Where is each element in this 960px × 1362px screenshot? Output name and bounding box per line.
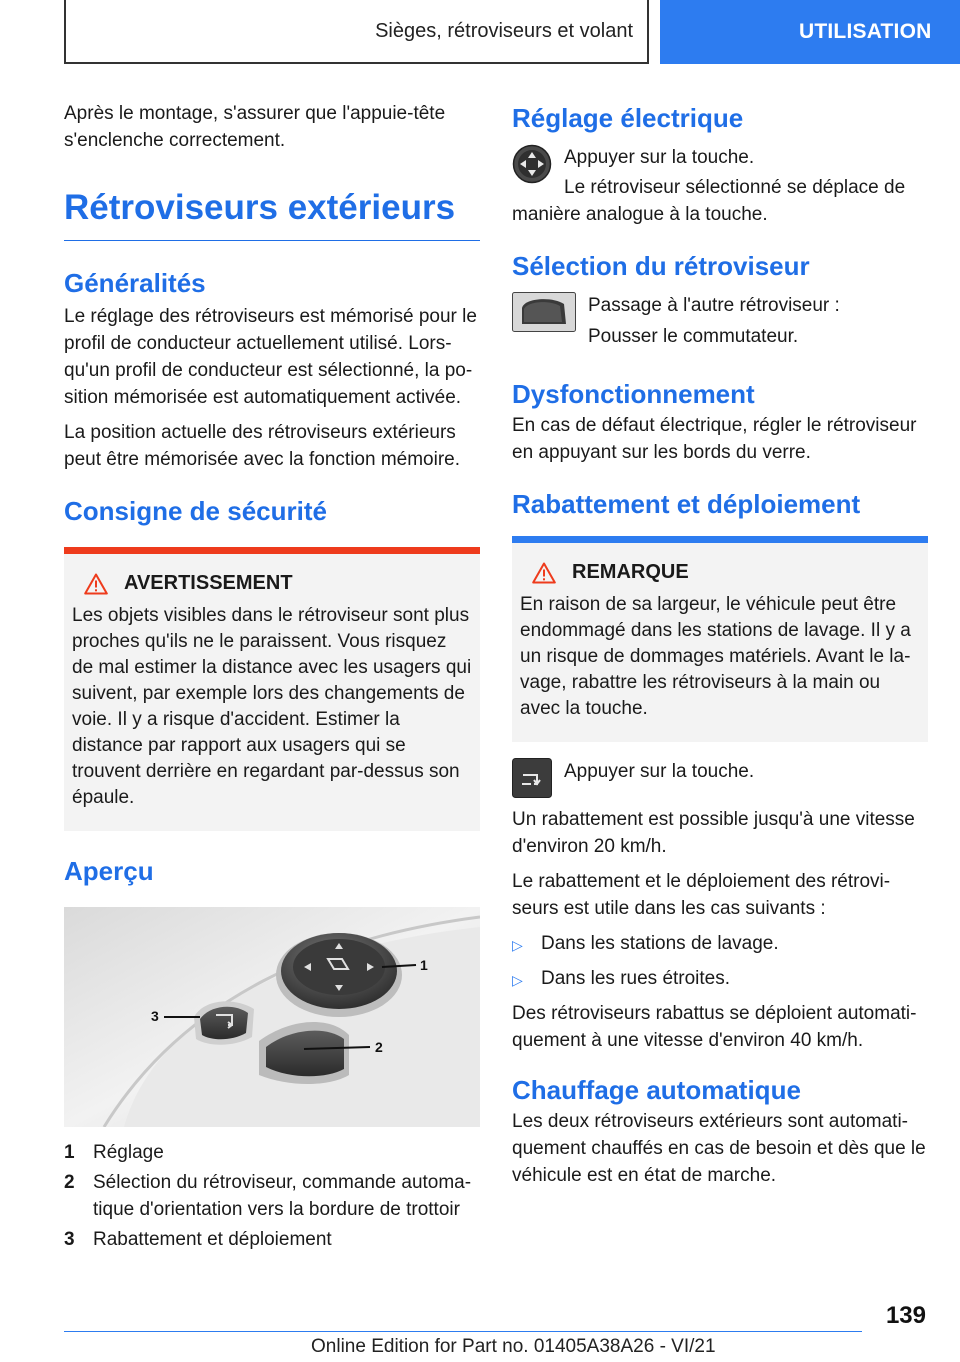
right-column xyxy=(512,102,928,1195)
list-item xyxy=(512,930,928,959)
note-header xyxy=(520,561,920,584)
legend-number: 2 xyxy=(64,1172,75,1193)
warning-triangle-icon xyxy=(84,573,108,595)
legend-text: Sélection du rétroviseur, commande automa-tique d'orientation vers la bordure de trottoir xyxy=(93,1172,472,1220)
legend-text: Réglage xyxy=(93,1142,164,1163)
list-item-text: Dans les rues étroites. xyxy=(541,968,731,989)
selection-line-1: Passage à l'autre rétroviseur : xyxy=(588,295,840,316)
legend-text: Rabattement et déploiement xyxy=(93,1229,332,1250)
heating-text: Les deux rétroviseurs extérieurs sont automati-quement chauffés en cas de besoin et dès que le véhicule est en état de marche. xyxy=(512,1111,926,1186)
general-paragraph-2: La position actuelle des rétroviseurs extérieurs peut être mémorisée avec la fonction mémoire. xyxy=(64,422,461,470)
list-item xyxy=(512,965,928,994)
fold-paragraph-2: Le rabattement et le déploiement des rétrovi-seurs est utile dans les cas suivants : xyxy=(512,871,891,919)
fold-button-block xyxy=(512,758,928,798)
bullet-triangle-icon: ▷ xyxy=(512,937,523,953)
warning-label: AVERTISSEMENT xyxy=(124,572,293,594)
safety-heading: Consigne de sécurité xyxy=(64,496,327,526)
electric-adjust-block xyxy=(512,144,928,228)
warning-text: Les objets visibles dans le rétroviseur sont plus proches qu'ils ne le paraissent. Vous risquez de mal estimer la distance avec les usagers qui suivent, par exemple lors des changements de voie. Il y a risque d'accident. Estimer la distance par rapport aux usagers qui se trouvent derrière en regardant par-dessus son épaule. xyxy=(72,605,472,808)
fold-heading: Rabattement et déploiement xyxy=(512,489,861,519)
electric-line-2: Le rétroviseur sélectionné se déplace de manière analogue à la touche. xyxy=(512,177,906,225)
bullet-triangle-icon: ▷ xyxy=(512,972,523,988)
section-title: Sièges, rétroviseurs et volant xyxy=(375,19,633,42)
electric-heading: Réglage électrique xyxy=(512,103,744,133)
chapter-tab-label: UTILISATION xyxy=(799,20,932,43)
fold-cases-list xyxy=(512,930,928,994)
warning-header xyxy=(72,572,472,595)
chapter-tab xyxy=(660,0,960,64)
figure-callout-2: 2 xyxy=(375,1039,383,1055)
edition-footer: Online Edition for Part no. 01405A38A26 - VI/21 xyxy=(311,1336,716,1357)
mirror-fold-button-icon xyxy=(512,758,552,798)
left-column xyxy=(64,100,480,1256)
legend-number: 1 xyxy=(64,1142,75,1163)
page-number: 139 xyxy=(885,1302,926,1329)
figure-callout-3: 3 xyxy=(151,1008,159,1024)
selection-block xyxy=(512,292,928,356)
note-text: En raison de sa largeur, le véhicule peut être endommagé dans les stations de lavage. Il y a un risque de dommages matériels. Avant le la-vage, rabattre les rétroviseurs à la main ou avec la touche. xyxy=(520,594,911,719)
legend-item xyxy=(64,1226,480,1253)
malfunction-text: En cas de défaut électrique, régler le rétroviseur en appuyant sur les bords du verre. xyxy=(512,415,917,463)
running-header xyxy=(64,0,649,64)
intro-paragraph: Après le montage, s'assurer que l'appuie-tête s'enclenche correctement. xyxy=(64,103,446,151)
heating-heading: Chauffage automatique xyxy=(512,1075,801,1105)
selection-heading: Sélection du rétroviseur xyxy=(512,251,810,281)
legend-number: 3 xyxy=(64,1229,75,1250)
fold-line-1: Appuyer sur la touche. xyxy=(564,761,755,782)
footer-rule xyxy=(64,1331,862,1332)
fold-paragraph-1: Un rabattement est possible jusqu'à une vitesse d'environ 20 km/h. xyxy=(512,809,915,857)
selection-line-2: Pousser le commutateur. xyxy=(588,326,799,347)
electric-line-1: Appuyer sur la touche. xyxy=(564,147,755,168)
figure-callout-1: 1 xyxy=(420,957,428,973)
general-paragraph-1: Le réglage des rétroviseurs est mémorisé pour le profil de conducteur actuellement utilisé. Lors-qu'un profil de conducteur est sélectionné, la po-sition mémorisée est automatiquement activée. xyxy=(64,306,477,408)
caution-triangle-icon xyxy=(532,562,556,584)
legend-item xyxy=(64,1169,480,1223)
mirror-controls-figure xyxy=(64,907,480,1127)
legend-item xyxy=(64,1139,480,1166)
list-item-text: Dans les stations de lavage. xyxy=(541,933,779,954)
page-title: Rétroviseurs extérieurs xyxy=(64,188,480,241)
overview-heading: Aperçu xyxy=(64,856,154,886)
malfunction-heading: Dysfonctionnement xyxy=(512,379,755,409)
figure-legend xyxy=(64,1139,480,1253)
fold-paragraph-3: Des rétroviseurs rabattus se déploient automati-quement à une vitesse d'environ 40 km/h. xyxy=(512,1003,917,1051)
mirror-adjust-button-icon xyxy=(512,144,552,184)
note-label: REMARQUE xyxy=(572,561,689,583)
warning-callout xyxy=(64,547,480,831)
note-callout xyxy=(512,536,928,742)
general-heading: Généralités xyxy=(64,268,206,298)
mirror-selector-switch-icon xyxy=(512,292,576,332)
mirror-controls-illustration xyxy=(64,907,480,1127)
